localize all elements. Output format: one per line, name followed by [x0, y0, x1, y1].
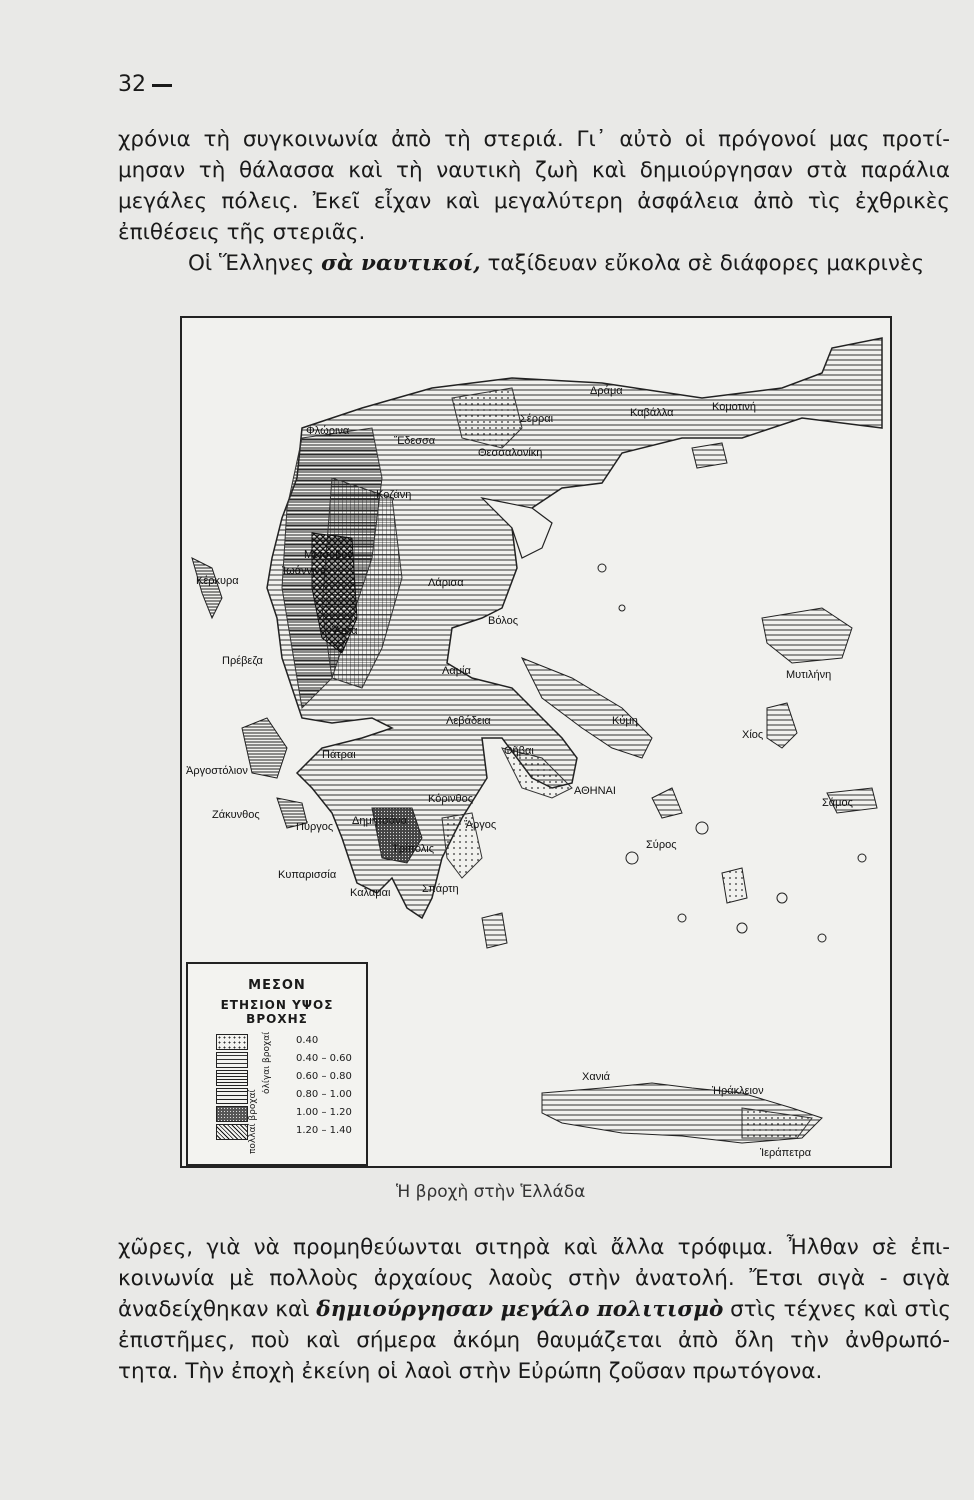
- figure-caption: Ἡ βροχὴ στὴν Ἑλλάδα: [396, 1182, 586, 1202]
- legend-title: ΜΕΣΟΝ: [248, 978, 306, 993]
- island-naxos: [722, 868, 747, 903]
- island-chios: [767, 703, 797, 748]
- legend-group-few: ὀλίγαι βροχαί: [262, 1031, 272, 1094]
- legend-swatch-light-lines: [216, 1052, 248, 1068]
- text-line: [118, 248, 950, 279]
- text-line: χρόνια τὴ συγκοινωνία ἀπὸ τὴ στεριά. Γι᾽ αὐτὸ οἱ πρόγονοί μας προτί-: [118, 127, 950, 152]
- place-florina: Φλώρινα: [306, 425, 350, 437]
- place-argos: Ἄργος: [464, 819, 497, 831]
- legend-range: 0.40 – 0.60: [296, 1053, 352, 1064]
- text-run: ἀναδείχθηκαν καὶ: [118, 1297, 317, 1322]
- place-kymi: Κύμη: [612, 715, 638, 727]
- place-larisa: Λάρισα: [428, 577, 464, 589]
- page-number: [118, 72, 172, 97]
- text-line: ἐπιθέσεις τῆς στεριᾶς.: [118, 220, 366, 245]
- place-mytilini: Μυτιλήνη: [786, 669, 832, 681]
- text-line: [118, 1294, 950, 1325]
- place-kozani: Κοζάνη: [376, 489, 412, 501]
- legend-swatch-dots: [216, 1034, 248, 1050]
- place-sparti: Σπάρτη: [422, 883, 459, 895]
- place-preveza: Πρέβεζα: [222, 655, 263, 667]
- text-line: χῶρες, γιὰ νὰ προμηθεύωνται σιτηρὰ καὶ ἄλλα τρόφιμα. Ἦλθαν σὲ ἐπι-: [118, 1235, 950, 1260]
- island-kefalonia: [242, 718, 287, 778]
- place-kalamai: Καλαμαι: [350, 887, 391, 899]
- islet: [626, 852, 638, 864]
- place-volos: Βόλος: [488, 615, 518, 627]
- legend-swatch-dense: [216, 1106, 248, 1122]
- text-line: ἐπιστῆμες, ποὺ καὶ σήμερα ἀκόμη θαυμάζεται ἀπὸ ὅλη τὴν ἀνθρωπό-: [118, 1328, 950, 1353]
- rainfall-map-figure: [180, 316, 892, 1168]
- islet: [737, 923, 747, 933]
- place-chios: Χίος: [742, 729, 764, 741]
- place-pyrgos: Πύργος: [296, 821, 334, 833]
- island-kythera: [482, 913, 507, 948]
- text-run: Οἱ Ἕλληνες: [188, 251, 322, 276]
- paragraph-top: [118, 124, 950, 279]
- island-andros: [652, 788, 682, 818]
- page-number-dash: [152, 84, 172, 87]
- place-dimitsana: Δημητσάνα: [352, 815, 408, 827]
- text-line: κοινωνία μὲ πολλοὺς ἀρχαίους λαοὺς στὴν ἀνατολή. Ἔτσι σιγὰ - σιγὰ: [118, 1266, 950, 1291]
- islet: [777, 893, 787, 903]
- text-line: μησαν τὴ θάλασσα καὶ τὴ ναυτικὴ ζωὴ καὶ δημιούργησαν στὰ παράλια: [118, 158, 950, 183]
- island-thasos: [692, 443, 727, 468]
- place-thivai: Θῆβαι: [504, 745, 534, 757]
- emphasis-text: σὰ ναυτικοί,: [321, 251, 481, 276]
- text-line: μεγάλες πόλεις. Ἐκεῖ εἶχαν καὶ μεγαλύτερη ἀσφάλεια ἀπὸ τὶς ἐχθρικὲς: [118, 189, 950, 214]
- text-run: ταξίδευαν εὔκολα σὲ διάφορες μακρινὲς: [480, 251, 925, 276]
- place-levadeia: Λεβάδεια: [446, 715, 491, 727]
- place-samos: Σάμος: [822, 797, 853, 809]
- place-syros: Σύρος: [646, 839, 677, 851]
- place-athinai: ΑΘΗΝΑΙ: [574, 785, 616, 797]
- text-line: τητα. Τὴν ἐποχὴ ἐκείνη οἱ λαοὶ στὴν Εὐρώπη ζοῦσαν πρωτόγονα.: [118, 1359, 823, 1384]
- place-lamia: Λαμία: [442, 665, 471, 677]
- legend-group-many: πολλαί βροχαί: [248, 1089, 258, 1154]
- legend-range: 0.60 – 0.80: [296, 1071, 352, 1082]
- legend-swatch-crosshatch: [216, 1124, 248, 1140]
- place-patrai: Πάτραι: [322, 749, 356, 761]
- place-zakynthos: Ζάκυνθος: [212, 809, 260, 821]
- place-metsovon: Μέτσοβον: [304, 549, 354, 561]
- legend-range: 0.80 – 1.00: [296, 1089, 352, 1100]
- place-tripolis: Τρίπολις: [392, 843, 435, 855]
- place-korinthos: Κόρινθος: [428, 793, 474, 805]
- legend-subtitle: ΕΤΗΣΙΟΝ ΥΨΟΣ ΒΡΟΧΗΣ: [220, 998, 334, 1026]
- paragraph-bottom: [118, 1232, 950, 1387]
- map-legend: [186, 962, 368, 1166]
- place-chania: Χανιά: [582, 1071, 610, 1083]
- islet: [696, 822, 708, 834]
- legend-range: 1.20 – 1.40: [296, 1125, 352, 1136]
- place-ioannina: Ἰωάννινα: [282, 565, 327, 577]
- legend-swatch-grid: [216, 1088, 248, 1104]
- place-arta: Ἄρτα: [332, 625, 358, 637]
- place-ierapetra: Ἱεράπετρα: [760, 1147, 812, 1159]
- islet: [858, 854, 866, 862]
- place-kerkyra: Κέρκυρα: [196, 575, 239, 587]
- islet: [678, 914, 686, 922]
- place-edessa: Ἔδεσσα: [394, 435, 436, 447]
- islet: [818, 934, 826, 942]
- legend-range: 1.00 – 1.20: [296, 1107, 352, 1118]
- place-serrai: Σέρραι: [520, 413, 554, 425]
- island-corfu: [192, 558, 222, 618]
- place-kyparissia: Κυπαρισσία: [278, 869, 337, 881]
- place-komotini: Κομοτινή: [712, 401, 757, 413]
- place-thessaloniki: Θεσσαλονίκη: [478, 447, 543, 459]
- text-run: στὶς τέχνες καὶ στὶς: [723, 1297, 951, 1322]
- islet: [619, 605, 625, 611]
- place-drama: Δράμα: [590, 385, 623, 397]
- legend-range: 0.40: [296, 1035, 319, 1046]
- place-argostoli: Ἀργοστόλιον: [186, 765, 248, 777]
- islet: [598, 564, 606, 572]
- page-number-value: 32: [118, 72, 146, 97]
- emphasis-text: δημιούργησαν μεγάλο πολιτισμὸ: [316, 1297, 724, 1322]
- place-kavala: Καβάλλα: [630, 407, 674, 419]
- legend-swatch-dense-lines: [216, 1070, 248, 1086]
- island-lesvos: [762, 608, 852, 663]
- place-irakleion: Ἡράκλειον: [712, 1085, 764, 1097]
